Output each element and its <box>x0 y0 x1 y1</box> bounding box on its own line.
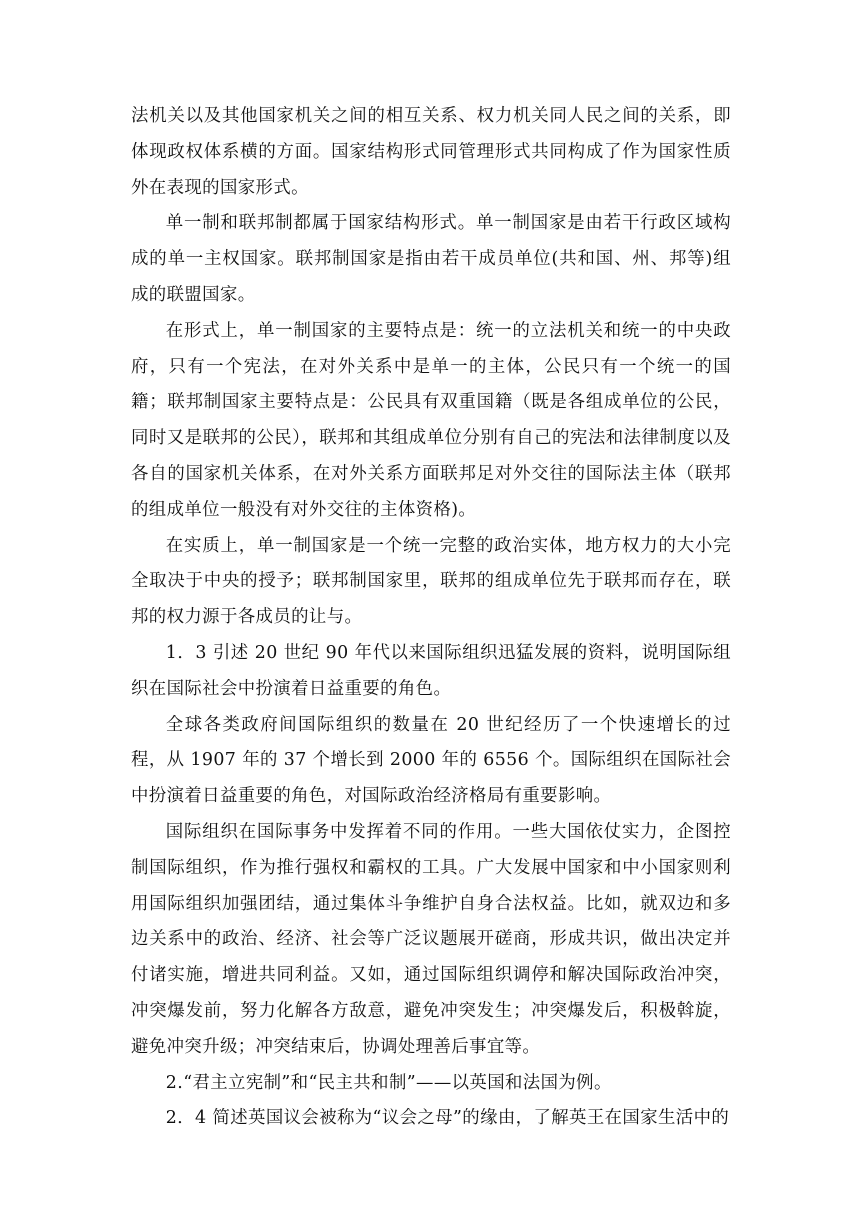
paragraph-question-1-3: 1．3 引述 20 世纪 90 年代以来国际组织迅猛发展的资料，说明国际组织在国际社会中扮演着日益重要的角色。 <box>131 642 731 699</box>
paragraph-question-2-4: 2．4 简述英国议会被称为“议会之母”的缘由，了解英王在国家生活中的 <box>165 1108 730 1129</box>
paragraph-international-org-growth: 全球各类政府间国际组织的数量在 20 世纪经历了一个快速增长的过程，从 1907 年的 37 个增长到 2000 年的 6556 个。国际组织在国际社会中扮演着日益重要的角色，对国际政治经济格局有重要影响。 <box>131 714 731 807</box>
paragraph-continuation: 法机关以及其他国家机关之间的相互关系、权力机关同人民之间的关系，即体现政权体系横的方面。国家结构形式同管理形式共同构成了作为国家性质外在表现的国家形式。 <box>131 106 731 198</box>
paragraph-substantive-characteristics: 在实质上，单一制国家是一个统一完整的政治实体，地方权力的大小完全取决于中央的授予；联邦制国家里，联邦的组成单位先于联邦而存在，联邦的权力源于各成员的让与。 <box>131 535 731 628</box>
document-body <box>131 99 731 1137</box>
paragraph-section-2-heading: 2.“君主立宪制”和“民主共和制”——以英国和法国为例。 <box>165 1072 612 1093</box>
paragraph-formal-characteristics: 在形式上，单一制国家的主要特点是：统一的立法机关和统一的中央政府，只有一个宪法，在对外关系中是单一的主体，公民只有一个统一的国籍；联邦制国家主要特点是：公民具有双重国籍（既是各组成单位的公民，同时又是联邦的公民），联邦和其组成单位分别有自己的宪法和法律制度以及各自的国家机关体系，在对外关系方面联邦足对外交往的国际法主体（联邦的组成单位一般没有对外交往的主体资格)。 <box>131 320 731 520</box>
paragraph-international-org-roles: 国际组织在国际事务中发挥着不同的作用。一些大国依仗实力，企图控制国际组织，作为推行强权和霸权的工具。广大发展中国家和中小国家则利用国际组织加强团结，通过集体斗争维护自身合法权益。比如，就双边和多边关系中的政治、经济、社会等广泛议题展开磋商，形成共识，做出决定并付诸实施，增进共同利益。又如，通过国际组织调停和解决国际政治冲突，冲突爆发前，努力化解各方敌意，避免冲突发生；冲突爆发后，积极斡旋，避免冲突升级；冲突结束后，协调处理善后事宜等。 <box>131 821 731 1057</box>
paragraph-unitary-federal-definition: 单一制和联邦制都属于国家结构形式。单一制国家是由若干行政区域构成的单一主权国家。联邦制国家是指由若干成员单位(共和国、州、邦等)组成的联盟国家。 <box>131 213 731 305</box>
